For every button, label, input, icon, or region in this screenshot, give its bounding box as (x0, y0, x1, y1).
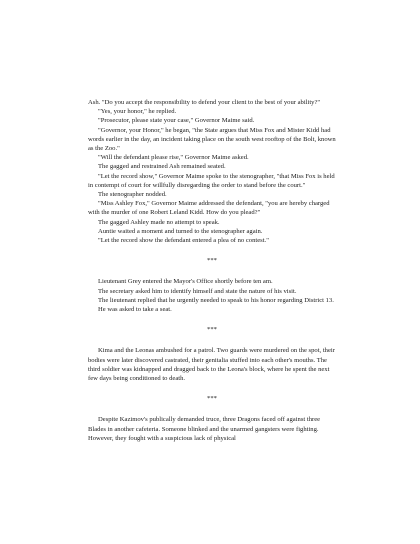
paragraph: The lieutenant replied that he urgently needed to speak to his honor regarding District 13. (98, 296, 334, 304)
section-separator: *** (207, 257, 217, 265)
paragraph: The stenographer nodded. (98, 191, 167, 199)
paragraph: The gagged and restrained Ash remained seated. (98, 163, 226, 171)
paragraph: He was asked to take a seat. (98, 306, 172, 314)
paragraph: "Let the record show the defendant entered a plea of no contest." (98, 237, 269, 245)
paragraph: "Let the record show," Governor Maime spoke to the stenographer, "that Miss Fox is held in contempt of court for willfully disregarding the order to stand before the court." (88, 172, 335, 189)
paragraph: Ash. "Do you accept the responsibility to defend your client to the best of your ability?" (88, 99, 321, 106)
paragraph: Kima and the Leonas ambushed for a patrol. Two guards were murdered on the spot, their bodies were later discovered castrated, their genitalia stuffed into each other's mouths. The third soldier was kidnapped and dragged back to the Leona's block, where he spent the next few days being conditioned to death. (88, 347, 335, 383)
paragraph: "Governor, your Honor," he began, "the State argues that Miss Fox and Mister Kidd had words earlier in the day, an incident taking place on the south west rooftop of the Bolt, known as the Zoo." (88, 126, 336, 153)
paragraph: "Miss Ashley Fox," Governor Maime addressed the defendant, "you are hereby charged with the murder of one Robert Leland Kidd. How do you plead?" (88, 200, 330, 217)
page-text (88, 98, 336, 443)
paragraph: The secretary asked him to identify himself and state the nature of his visit. (98, 287, 297, 295)
paragraph: Auntie waited a moment and turned to the stenographer again. (98, 227, 263, 235)
paragraph: Lieutenant Grey entered the Mayor's Office shortly before ten am. (98, 278, 273, 286)
paragraph: The gagged Ashley made no attempt to speak. (98, 218, 220, 226)
section-separator: *** (207, 326, 217, 334)
paragraph: "Yes, your honor," he replied. (98, 108, 177, 116)
paragraph: "Prosecutor, please state your case," Governor Maime said. (98, 117, 255, 125)
paragraph: Despite Kazimov's publically demanded truce, three Dragons faced off against three Blades in another cafeteria. Someone blinked and the unarmed gangsters were fighting. However, they fought with a suspicious lack of physical (88, 416, 321, 442)
paragraph: "Will the defendant please rise," Governor Maime asked. (98, 154, 249, 162)
section-separator: *** (207, 395, 217, 403)
